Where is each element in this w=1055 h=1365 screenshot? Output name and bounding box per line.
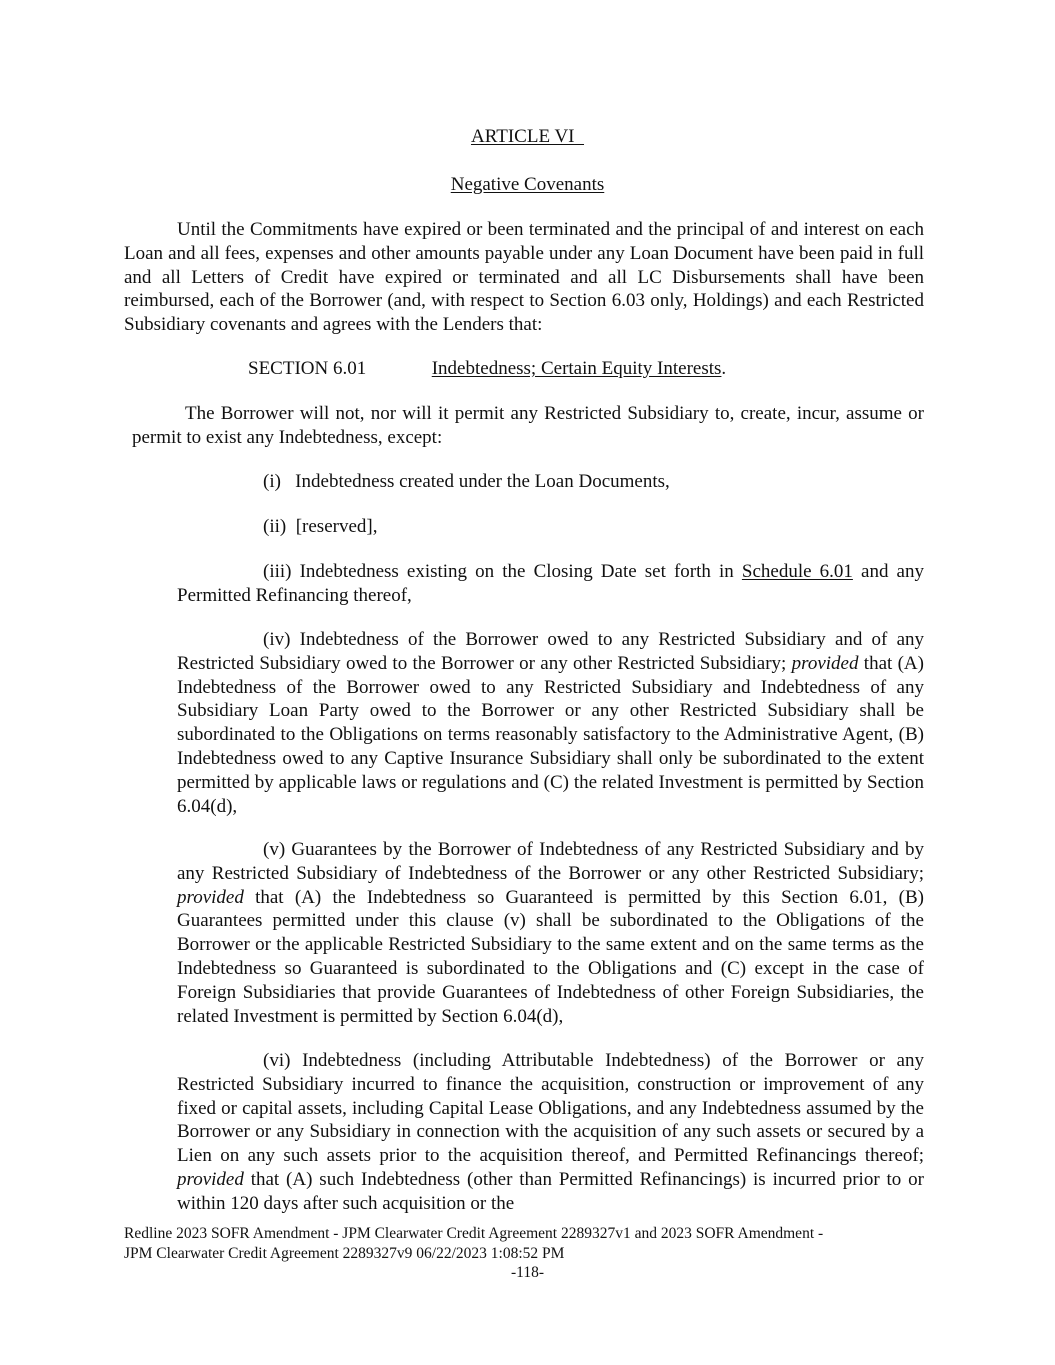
clause-v-text: (v) Guarantees by the Borrower of Indebtedness of any Restricted Subsidiary and by any Restricted Subsidiary of Indebtedness of the Borrower or any other Restricted Subsidiary;	[177, 839, 924, 884]
clause-i: (i) Indebtedness created under the Loan Documents,	[263, 471, 670, 492]
clause-iii-text-end: and any Permitted Refinancing thereof,	[177, 561, 924, 606]
article-title-trailing-space	[575, 126, 585, 147]
intro-paragraph: Until the Commitments have expired or been terminated and the principal of and interest on each Loan and all fees, expenses and other amounts payable under any Loan Document have been paid in full and all Letters of Credit have expired or terminated and all LC Disbursements shall have been reimbursed, each of the Borrower (and, with respect to Section 6.03 only, Holdings) and each Restricted Subsidiary covenants and agrees with the Lenders that:	[124, 219, 924, 336]
clause-iv-text: (iv) Indebtedness of the Borrower owed to any Restricted Subsidiary and of any Restricted Subsidiary owed to the Borrower or any other Restricted Subsidiary;	[177, 629, 924, 674]
article-subtitle: Negative Covenants	[450, 174, 605, 195]
clause-vi	[177, 1049, 924, 1216]
clause-ii: (ii) [reserved],	[263, 516, 378, 537]
clause-iv	[177, 628, 924, 818]
clause-iii	[177, 560, 924, 608]
footer-line-2: JPM Clearwater Credit Agreement 2289327v9 06/22/2023 1:08:52 PM	[124, 1244, 565, 1262]
article-heading	[0, 126, 1055, 148]
page-number: -118-	[511, 1264, 544, 1281]
clause-v-text-end: that (A) the Indebtedness so Guaranteed is permitted by this Section 6.01, (B) Guarantees permitted under this clause (v) shall be subordinated to the Obligations of the Borrower or the applicable Restricted Subsidiary to the same extent and on the same terms as the Indebtedness so Guaranteed is subordinated to the Obligations and (C) except in the case of Foreign Subsidiaries that provide Guarantees of Indebtedness of other Foreign Subsidiaries, the related Investment is permitted by Section 6.04(d),	[177, 886, 924, 1027]
footer-line-1: Redline 2023 SOFR Amendment - JPM Clearwater Credit Agreement 2289327v1 and 2023 SOFR Amendment -	[124, 1225, 824, 1242]
section-period: .	[721, 358, 727, 379]
clause-iv-provided: provided	[791, 652, 859, 674]
clause-vi-provided: provided	[177, 1168, 244, 1190]
clause-vi-text: (vi) Indebtedness (including Attributable Indebtedness) of the Borrower or any Restricted Subsidiary incurred to finance the acquisition, construction or improvement of any fixed or capital assets, including Capital Lease Obligations, and any Indebtedness assumed by the Borrower or any Subsidiary in connection with the acquisition of any such assets or secured by a Lien on any such assets prior to the acquisition thereof, and Permitted Refinancings thereof;	[177, 1050, 924, 1167]
section-number: SECTION 6.01	[248, 358, 367, 379]
clause-vi-text-end: that (A) such Indebtedness (other than Permitted Refinancings) is incurred prior to or within 120 days after such acquisition or the	[177, 1168, 924, 1214]
article-title: ARTICLE VI	[470, 126, 575, 147]
section-title: Indebtedness; Certain Equity Interests	[431, 358, 722, 379]
clause-iii-text: (iii) Indebtedness existing on the Closing Date set forth in	[263, 561, 742, 582]
clause-iv-text-end: that (A) Indebtedness of the Borrower owed to any Restricted Subsidiary and Indebtedness of any Subsidiary Loan Party owed to the Borrower or any other Restricted Subsidiary shall be subordinated to the Obligations on terms reasonably satisfactory to the Administrative Agent, (B) Indebtedness owed to any Captive Insurance Subsidiary shall only be subordinated to the extent permitted by applicable laws or regulations and (C) the related Investment is permitted by Section 6.04(d),	[177, 652, 924, 817]
footer	[124, 1224, 924, 1263]
section-heading	[248, 357, 726, 381]
article-subtitle-row	[0, 174, 1055, 196]
clause-v-provided: provided	[177, 886, 244, 908]
section-intro-paragraph: The Borrower will not, nor will it permit any Restricted Subsidiary to, create, incur, assume or permit to exist any Indebtedness, except:	[132, 403, 924, 448]
clause-v	[177, 838, 924, 1028]
schedule-link: Schedule 6.01	[741, 561, 853, 582]
